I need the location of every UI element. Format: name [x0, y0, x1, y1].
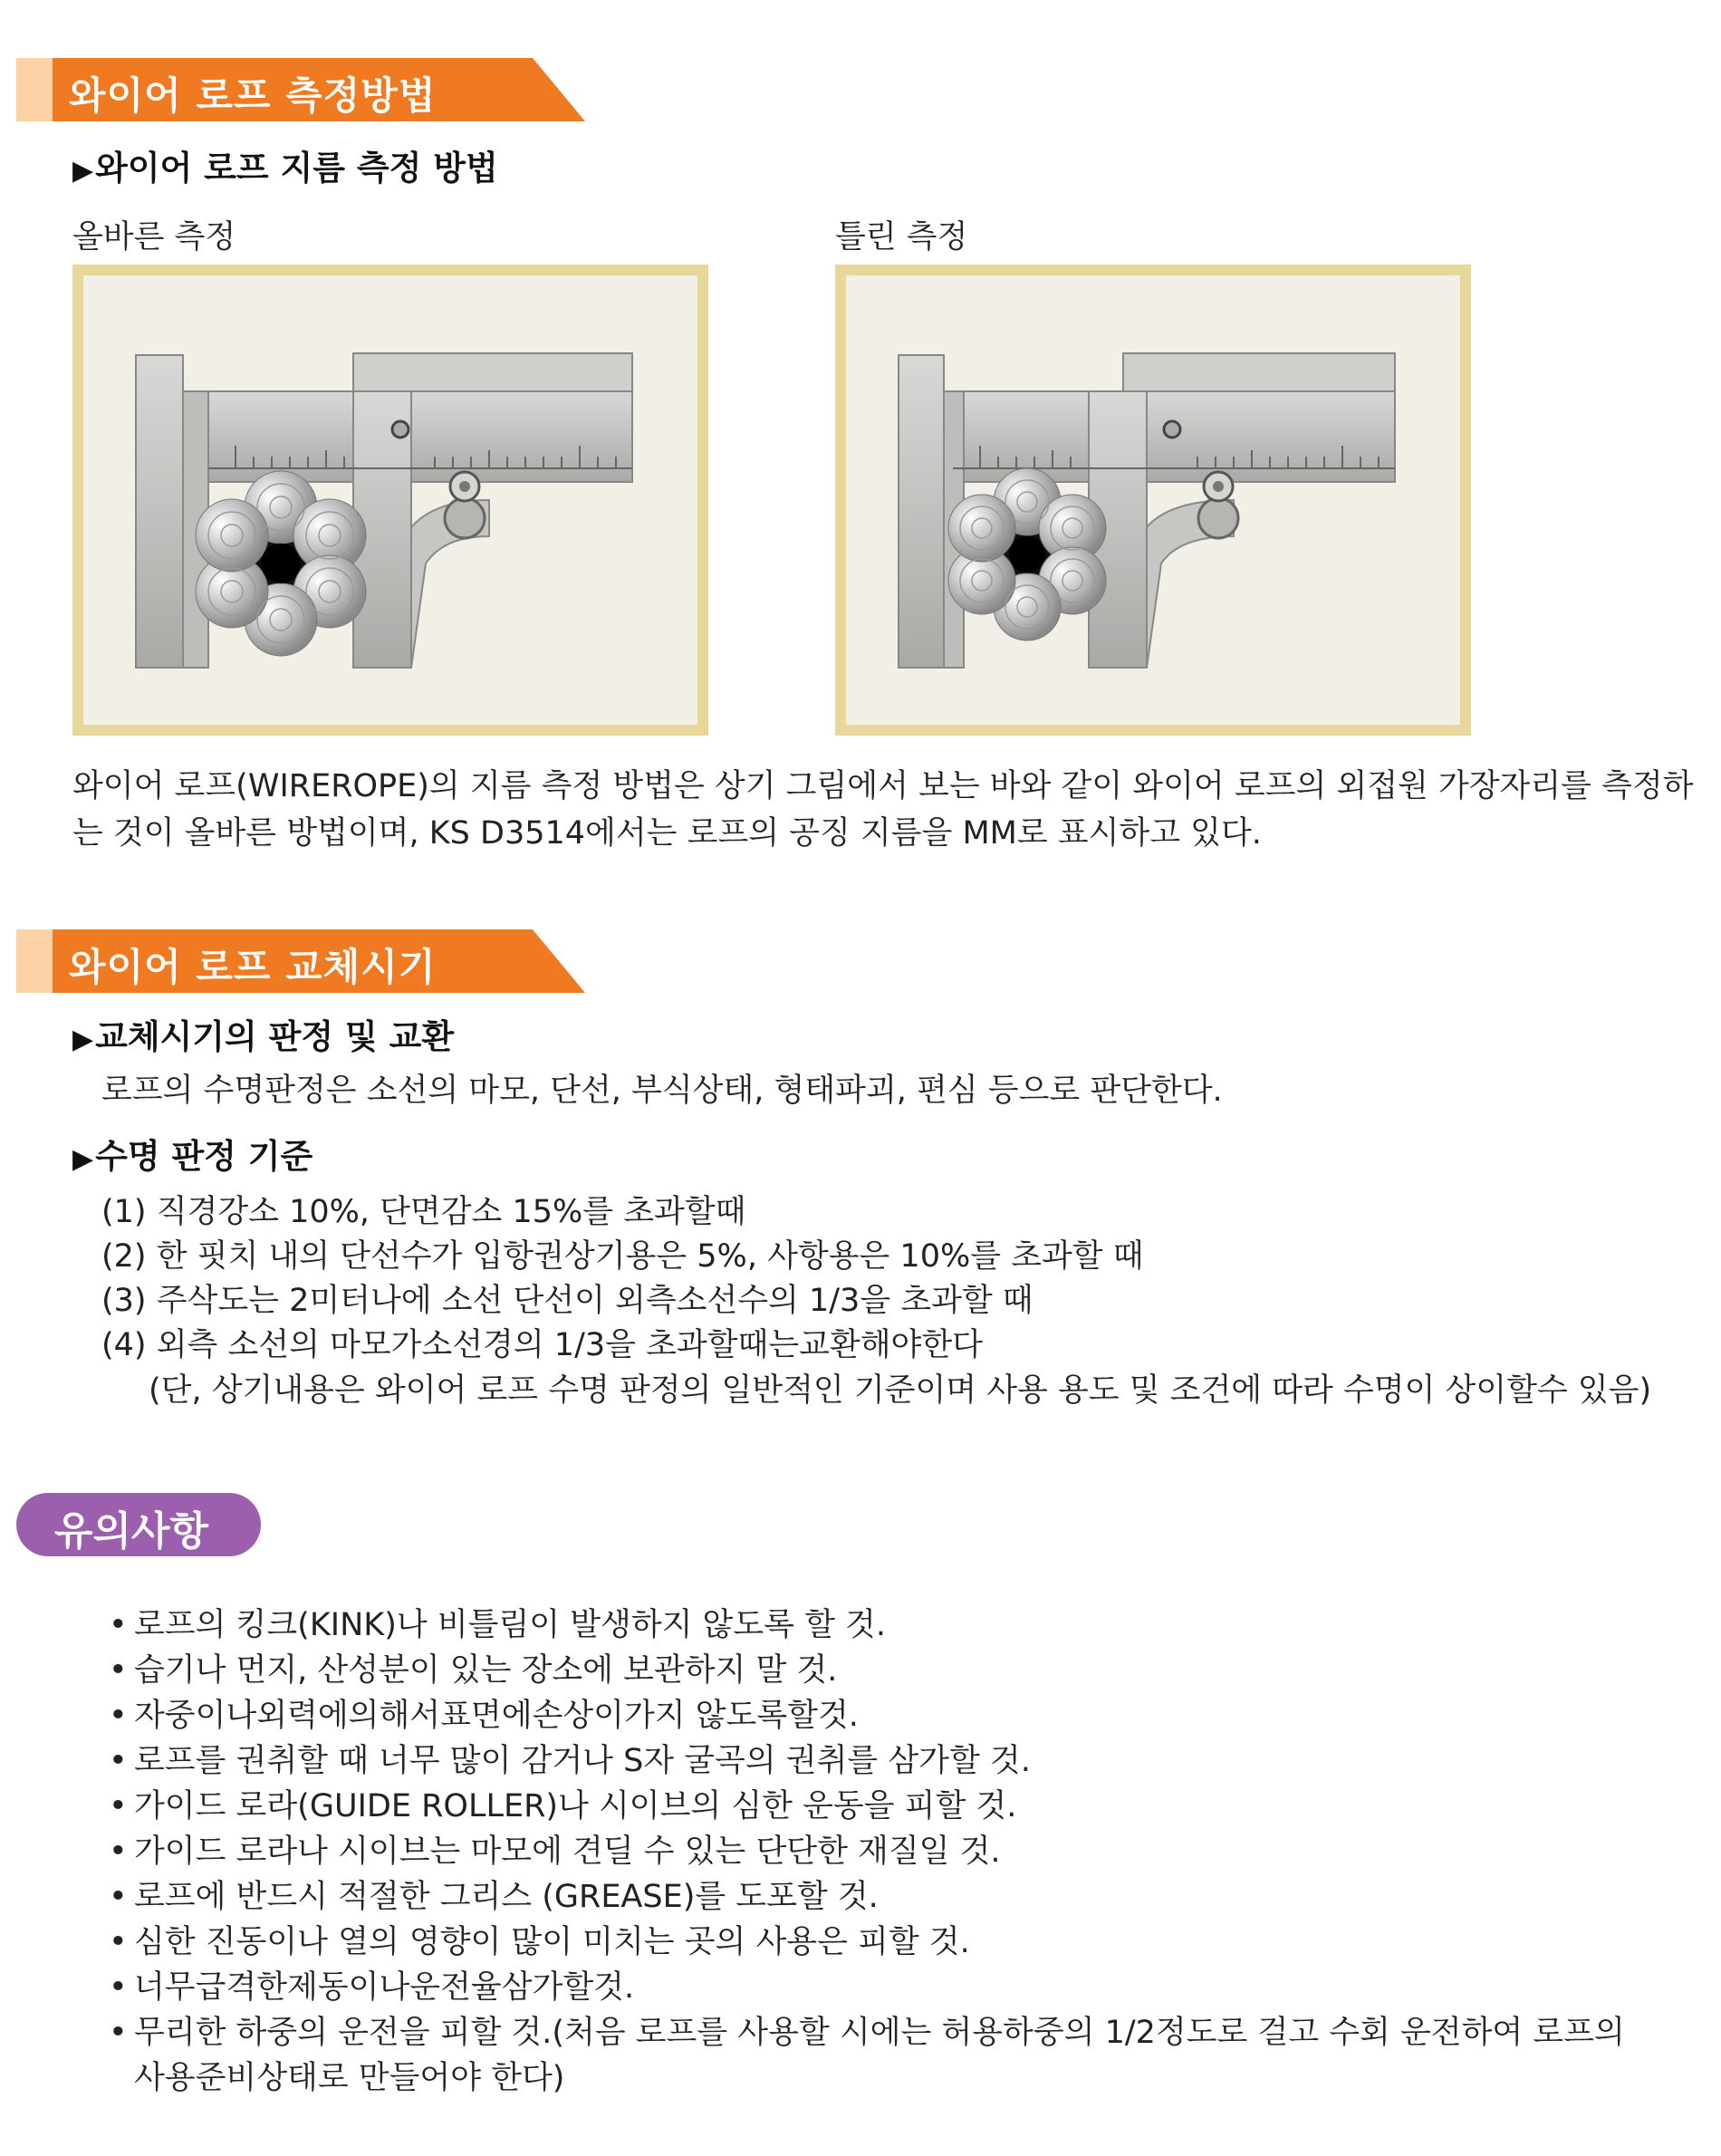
precaution-item: • 가이드 로라나 시이브는 마모에 견딜 수 있는 단단한 재질일 것. — [109, 1834, 1001, 1870]
section-banner-replacement — [16, 929, 585, 993]
precaution-item: • 가이드 로라(GUIDE ROLLER)나 시이브의 심한 운동을 피할 것. — [109, 1788, 1017, 1824]
subhead-text: 수명 판정 기준 — [95, 1137, 313, 1176]
precaution-item: • 로프의 킹크(KINK)나 비틀림이 발생하지 않도록 할 것. — [109, 1607, 886, 1643]
subhead-diameter-method — [72, 140, 498, 189]
wrong-label: 틀린 측정 — [835, 219, 968, 255]
caliper-wrong-illustration — [835, 265, 1471, 736]
precaution-item: • 심한 진동이나 열의 영향이 많이 미치는 곳의 사용은 피할 것. — [109, 1924, 970, 1960]
subhead-text: 교체시기의 판정 및 교환 — [95, 1017, 455, 1056]
precaution-item: • 습기나 먼지, 산성분이 있는 장소에 보관하지 말 것. — [109, 1652, 838, 1689]
subhead-life-criteria — [72, 1129, 312, 1178]
criteria-item: (3) 주삭도는 2미터나에 소선 단선이 외측소선수의 1/3을 초과할 때 — [101, 1283, 1034, 1319]
section-badge-precautions — [16, 1493, 261, 1556]
subhead-replacement-judgement — [72, 1009, 454, 1058]
section-title: 와이어 로프 교체시기 — [69, 945, 437, 989]
section-title: 와이어 로프 측정방법 — [69, 73, 437, 118]
subhead-text: 와이어 로프 지름 측정 방법 — [95, 149, 498, 188]
replacement-text: 로프의 수명판정은 소선의 마모, 단선, 부식상태, 형태파괴, 편심 등으로 판단한다. — [101, 1073, 1223, 1109]
precaution-item-continuation: 사용준비상태로 만들어야 한다) — [134, 2060, 565, 2096]
precaution-item: • 로프를 권취할 때 너무 많이 감거나 S자 굴곡의 권취를 삼가할 것. — [109, 1743, 1031, 1779]
caliper-correct-illustration — [72, 265, 708, 736]
precaution-item: • 자중이나외력에의해서표면에손상이가지 않도록할것. — [109, 1698, 859, 1734]
criteria-item: (2) 한 핏치 내의 단선수가 입항권상기용은 5%, 사항용은 10%를 초과할 때 — [101, 1238, 1144, 1275]
triangle-bullet-icon: ▶ — [72, 155, 94, 187]
criteria-item: (1) 직경강소 10%, 단면감소 15%를 초과할때 — [101, 1194, 746, 1230]
criteria-note: (단, 상기내용은 와이어 로프 수명 판정의 일반적인 기준이며 사용 용도 및 조건에 따라 수명이 상이할수 있음) — [149, 1372, 1652, 1409]
precaution-item: • 로프에 반드시 적절한 그리스 (GREASE)를 도포할 것. — [109, 1879, 879, 1915]
triangle-bullet-icon: ▶ — [72, 1143, 94, 1175]
precaution-item: • 너무급격한제동이나운전율삼가할것. — [109, 1969, 635, 2006]
correct-label: 올바른 측정 — [72, 219, 236, 255]
precaution-item: • 무리한 하중의 운전을 피할 것.(처음 로프를 사용할 시에는 허용하중의 1/2정도로 걸고 수회 운전하여 로프의 — [109, 2015, 1625, 2051]
section-banner-measurement — [16, 58, 585, 121]
section-title: 유의사항 — [54, 1508, 209, 1554]
correct-measurement-photo — [72, 265, 708, 736]
triangle-bullet-icon: ▶ — [72, 1024, 94, 1055]
wrong-measurement-photo — [835, 265, 1471, 736]
measurement-paragraph: 와이어 로프(WIREROPE)의 지름 측정 방법은 상기 그림에서 보는 바와 같이 와이어 로프의 외접원 가장자리를 측정하는 것이 올바른 방법이며, KS D3514에서는 로프의 공징 지름을 MM로 표시하고 있다. — [72, 768, 1694, 852]
criteria-item: (4) 외측 소선의 마모가소선경의 1/3을 초과할때는교환해야한다 — [101, 1327, 983, 1363]
